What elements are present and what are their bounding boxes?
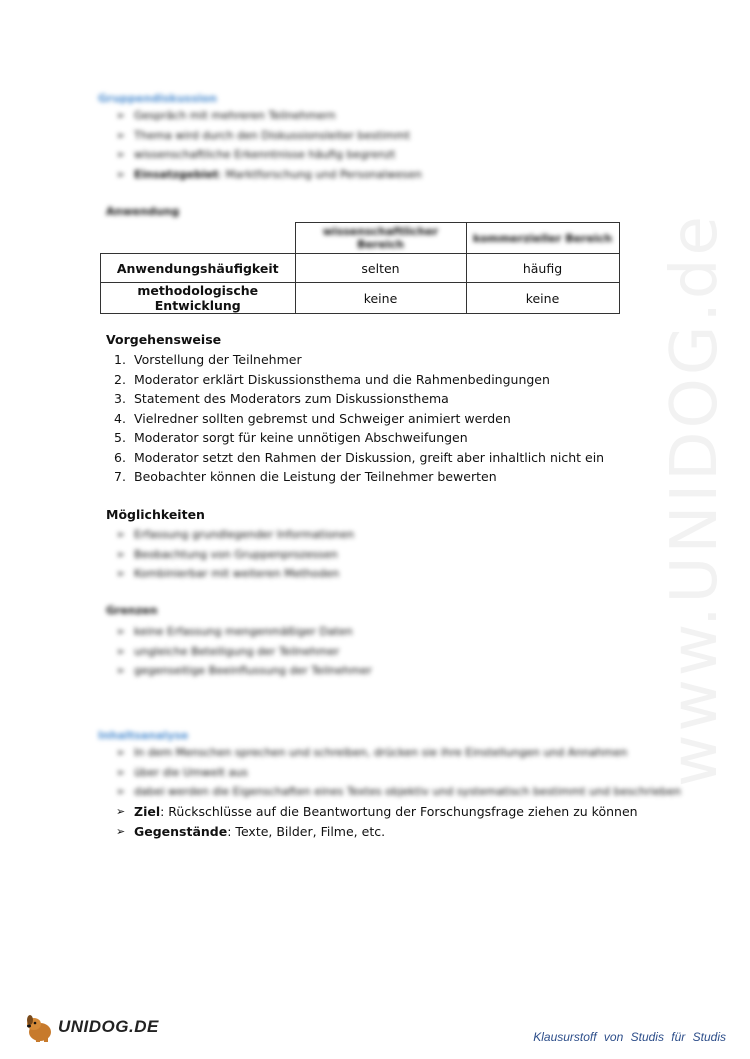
list-item: ➢ Gespräch mit mehreren Teilnehmern [116, 106, 422, 126]
list-item: ➢ dabei werden die Eigenschaften eines Textes objektiv und systematisch bestimmt und beschrieben [116, 782, 681, 802]
table-header-commercial: kommerzieller Bereich [466, 223, 619, 254]
row-label: methodologische Entwicklung [101, 283, 296, 314]
list-item: 4. Vielredner sollten gebremst und Schweiger animiert werden [114, 410, 511, 426]
list-item: ➢ ungleiche Beteiligung der Teilnehmer [116, 642, 372, 662]
footer-tagline: Klausurstoff von Studis für Studis [533, 1030, 726, 1044]
footer-logo [22, 1010, 159, 1044]
table-row [101, 254, 620, 283]
list-item: 7. Beobachter können die Leistung der Teilnehmer bewerten [114, 469, 497, 484]
content-analysis-list [116, 802, 638, 841]
list-item: ➢ gegenseitige Beeinflussung der Teilnehmer [116, 661, 372, 681]
table-cell: keine [466, 283, 619, 314]
list-item: 5. Moderator sorgt für keine unnötigen Abschweifungen [114, 430, 468, 445]
list-item: 6. Moderator setzt den Rahmen der Diskussion, greift aber inhaltlich nicht ein [114, 449, 605, 465]
table-cell: selten [295, 254, 466, 283]
list-item: ➢ Gegenstände: Texte, Bilder, Filme, etc. [116, 822, 638, 842]
table-header-scientific: wissenschaftlicher Bereich [295, 223, 466, 254]
list-item: ➢ Beobachtung von Gruppenprozessen [116, 545, 354, 565]
list-item: ➢ Kombinierbar mit weiteren Methoden [116, 564, 354, 584]
list-item: ➢ keine Erfassung mengenmäßiger Daten [116, 622, 372, 642]
list-item: 1. Vorstellung der Teilnehmer [114, 352, 302, 367]
table-header-row [101, 223, 620, 254]
limits-heading: Grenzen [106, 604, 158, 617]
list-item: ➢ wissenschaftliche Erkenntnisse häufig begrenzt [116, 145, 422, 165]
table-corner [101, 223, 296, 254]
section-title-content-analysis: Inhaltsanalyse [98, 729, 189, 742]
dog-icon [22, 1010, 56, 1044]
list-item: ➢ Einsatzgebiet: Marktforschung und Personalwesen [116, 165, 422, 185]
content-analysis-blurred-list [116, 743, 681, 802]
list-item: 3. Statement des Moderators zum Diskussionsthema [114, 391, 449, 406]
possibilities-list [116, 525, 354, 584]
watermark [640, 213, 750, 787]
application-table [100, 222, 620, 314]
list-item: 2. Moderator erklärt Diskussionsthema und die Rahmenbedingungen [114, 371, 550, 387]
procedure-heading: Vorgehensweise [106, 332, 222, 347]
row-label: Anwendungshäufigkeit [101, 254, 296, 283]
table-cell: häufig [466, 254, 619, 283]
application-heading: Anwendung [106, 205, 180, 218]
watermark-text: www.UNIDOG.de [658, 213, 732, 787]
logo-text: UNIDOG.DE [58, 1017, 159, 1036]
table-row [101, 283, 620, 314]
list-item-continuation: ➢ über die Umwelt aus [116, 763, 681, 783]
list-item: ➢ Thema wird durch den Diskussionsleiter bestimmt [116, 126, 422, 146]
list-item: ➢ In dem Menschen sprechen und schreiben, drücken sie ihre Einstellungen und Annahmen [116, 743, 681, 763]
possibilities-heading: Möglichkeiten [106, 507, 205, 522]
procedure-steps [114, 350, 604, 487]
table-cell: keine [295, 283, 466, 314]
list-item: ➢ Erfassung grundlegender Informationen [116, 525, 354, 545]
section-title-group-discussion: Gruppendiskussion [98, 92, 217, 105]
list-item: ➢ Ziel: Rückschlüsse auf die Beantwortung der Forschungsfrage ziehen zu können [116, 802, 638, 822]
limits-list [116, 622, 372, 681]
group-discussion-list [116, 106, 422, 184]
